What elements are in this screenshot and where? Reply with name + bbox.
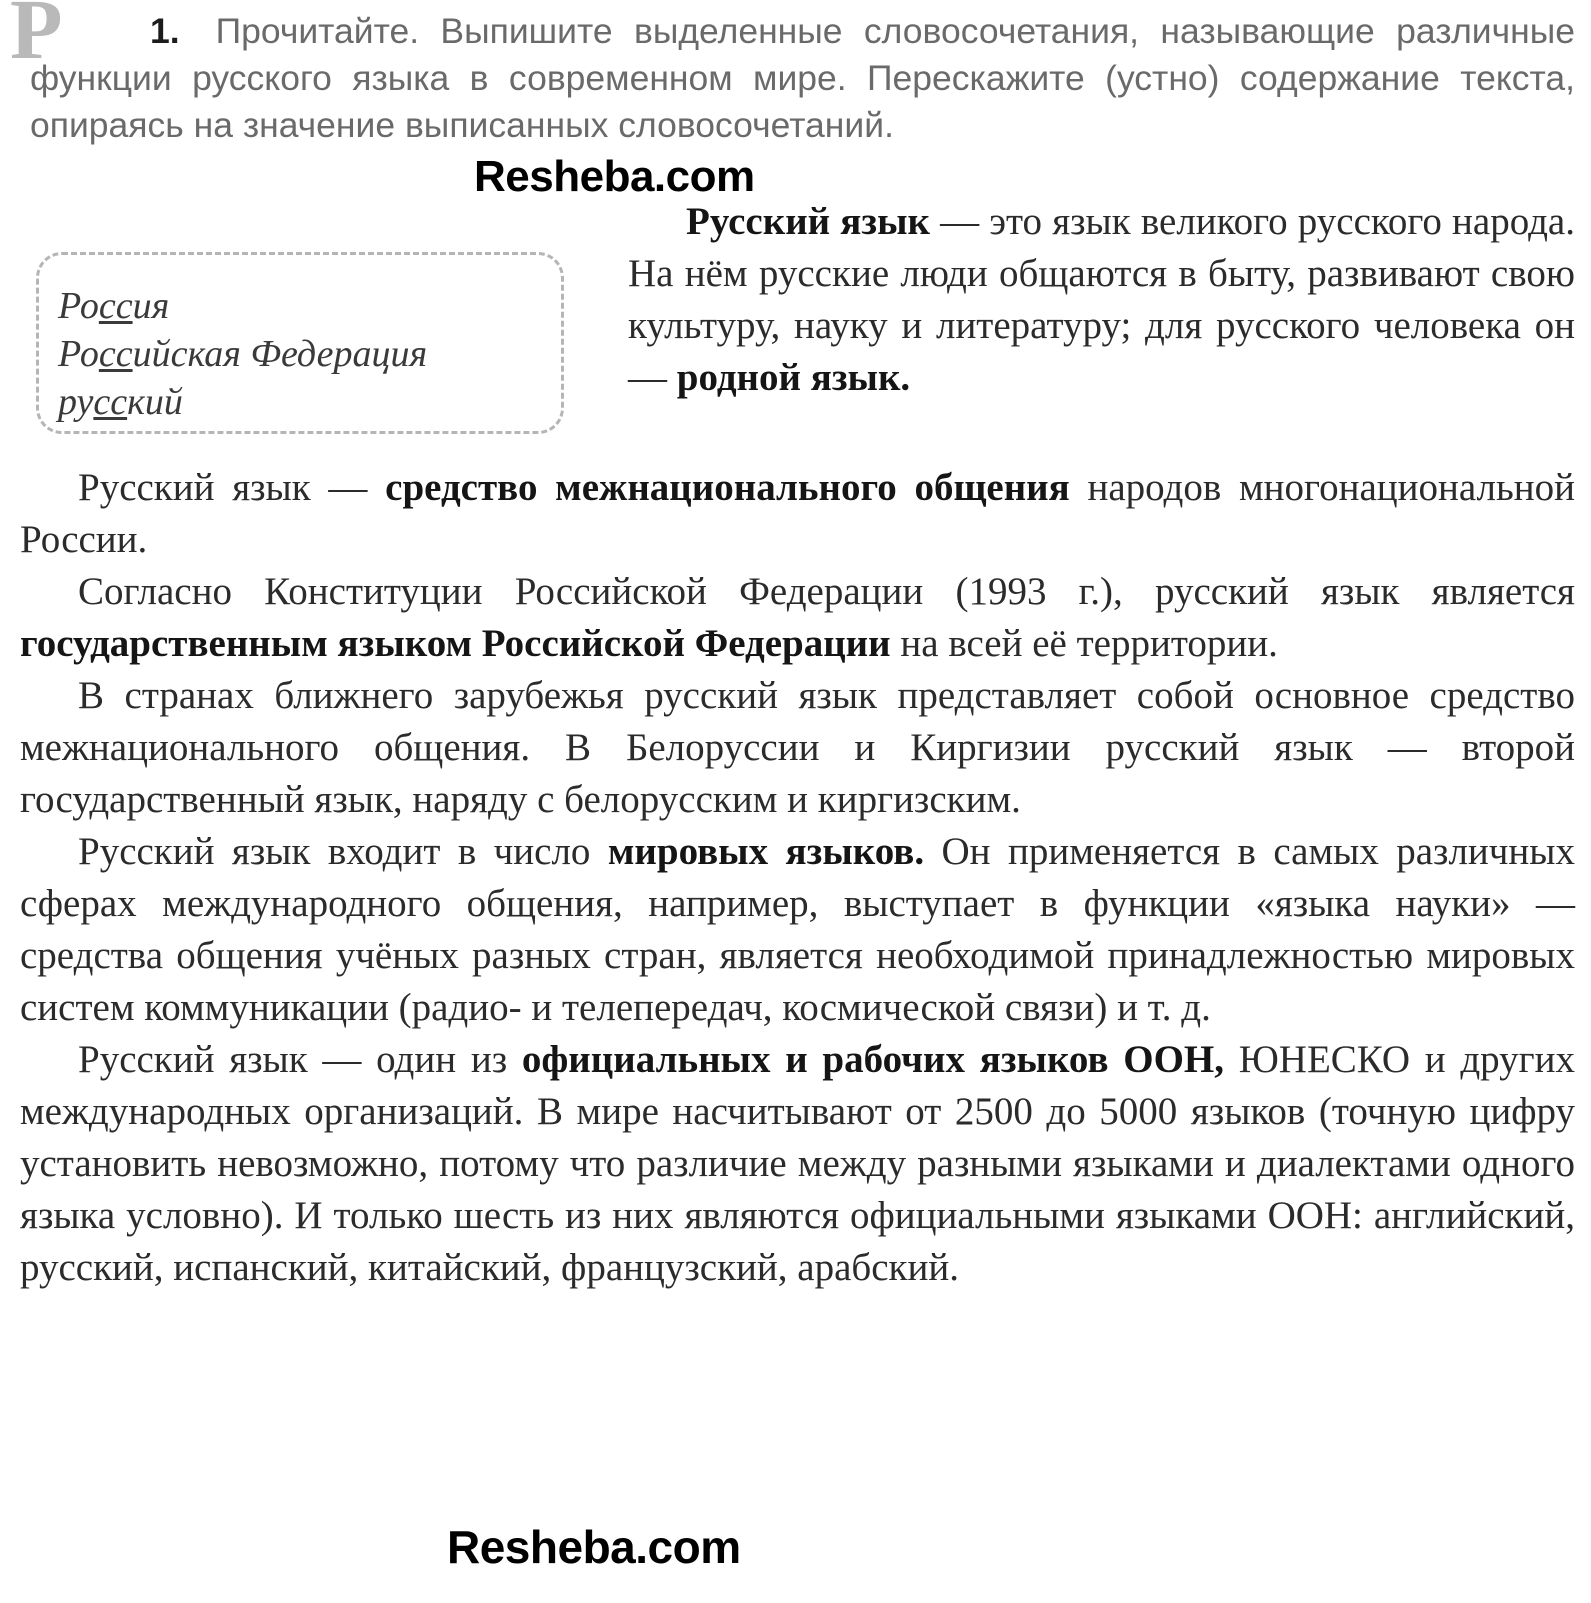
word-part-before: Ро bbox=[58, 285, 99, 327]
paragraph-3-suffix: на всей её территории. bbox=[890, 622, 1278, 665]
exercise-instruction bbox=[30, 8, 1575, 149]
word-part-underlined: сс bbox=[98, 285, 133, 327]
paragraph-2-suffix: народов многонациональной России. bbox=[20, 466, 1576, 561]
watermark-top: Resheba.com bbox=[474, 152, 755, 201]
text-paragraph-4: В странах ближнего зарубежья русский язык представляет собой основное средство межнационального общения. В Белоруссии и Киргизии русский язык — второй государственный язык, наряду с белорусским и киргизским. bbox=[20, 674, 1575, 821]
vocabulary-word bbox=[58, 282, 558, 330]
bold-phrase-state-language: государственным языком Российской Федерации bbox=[20, 622, 891, 665]
paragraph-5-prefix: Русский язык входит в число bbox=[78, 830, 608, 873]
vocabulary-word bbox=[58, 330, 558, 378]
text-paragraph-1 bbox=[628, 196, 1575, 404]
vocabulary-word-list bbox=[58, 282, 558, 426]
word-part-after: ия bbox=[132, 285, 170, 327]
document-body-text bbox=[20, 462, 1575, 1294]
exercise-number: 1. bbox=[150, 11, 180, 51]
decorative-capital-letter: Р bbox=[10, 0, 63, 77]
word-part-after: ийская Федерация bbox=[132, 333, 428, 375]
bold-phrase-world-languages: мировых языков. bbox=[607, 830, 925, 873]
text-paragraph-3 bbox=[20, 566, 1575, 670]
bold-phrase-native-language: родной язык. bbox=[676, 356, 911, 399]
paragraph-2-prefix: Русский язык — bbox=[78, 466, 386, 509]
paragraph-5-suffix: Он применяется в самых различных сферах международного общения, например, выступает в функции «языка науки» — средства общения учёных разных стран, является необходимой принадлежностью мировых систем коммуникации (радио- и телепередач, космической связи) и т. д. bbox=[20, 830, 1575, 1029]
watermark-bottom: Resheba.com bbox=[447, 1521, 741, 1573]
paragraph-6-suffix: ЮНЕСКО и других международных организаций. В мире насчитывают от 2500 до 5000 языков (точную цифру установить невозможно, потому что различие между разными языками и диалектами одного языка условно). И только шесть из них являются официальными языками ООН: английский, русский, испанский, китайский, французский, арабский. bbox=[20, 1038, 1576, 1289]
paragraph-6-prefix: Русский язык — один из bbox=[78, 1038, 522, 1081]
bold-phrase-native-language-lead: Русский язык bbox=[686, 200, 930, 243]
paragraph-1-body: — это язык великого русского народа. На нём русские люди общаются в быту, развивают свою культуру, науку и литературу; для русского человека он — bbox=[628, 200, 1575, 399]
text-paragraph-6 bbox=[20, 1034, 1575, 1294]
word-part-before: ру bbox=[58, 381, 94, 423]
word-part-underlined: сс bbox=[93, 381, 128, 423]
text-paragraph-5 bbox=[20, 826, 1575, 1034]
word-part-after: кий bbox=[127, 381, 183, 423]
text-paragraph-2 bbox=[20, 462, 1575, 566]
bold-phrase-interethnic-communication: средство межнационального общения bbox=[385, 466, 1070, 509]
word-part-underlined: сс bbox=[98, 333, 133, 375]
paragraph-3-prefix: Согласно Конституции Российской Федерации (1993 г.), русский язык является bbox=[78, 570, 1575, 613]
vocabulary-word bbox=[58, 378, 558, 426]
word-part-before: Ро bbox=[58, 333, 99, 375]
exercise-instruction-text: Прочитайте. Выпишите выделенные словосочетания, называющие различные функции русского языка в современном мире. Перескажите (устно) содержание текста, опираясь на значение выписанных словосочетаний. bbox=[30, 11, 1575, 145]
bold-phrase-official-working-languages: официальных и рабочих языков ООН, bbox=[521, 1038, 1224, 1081]
